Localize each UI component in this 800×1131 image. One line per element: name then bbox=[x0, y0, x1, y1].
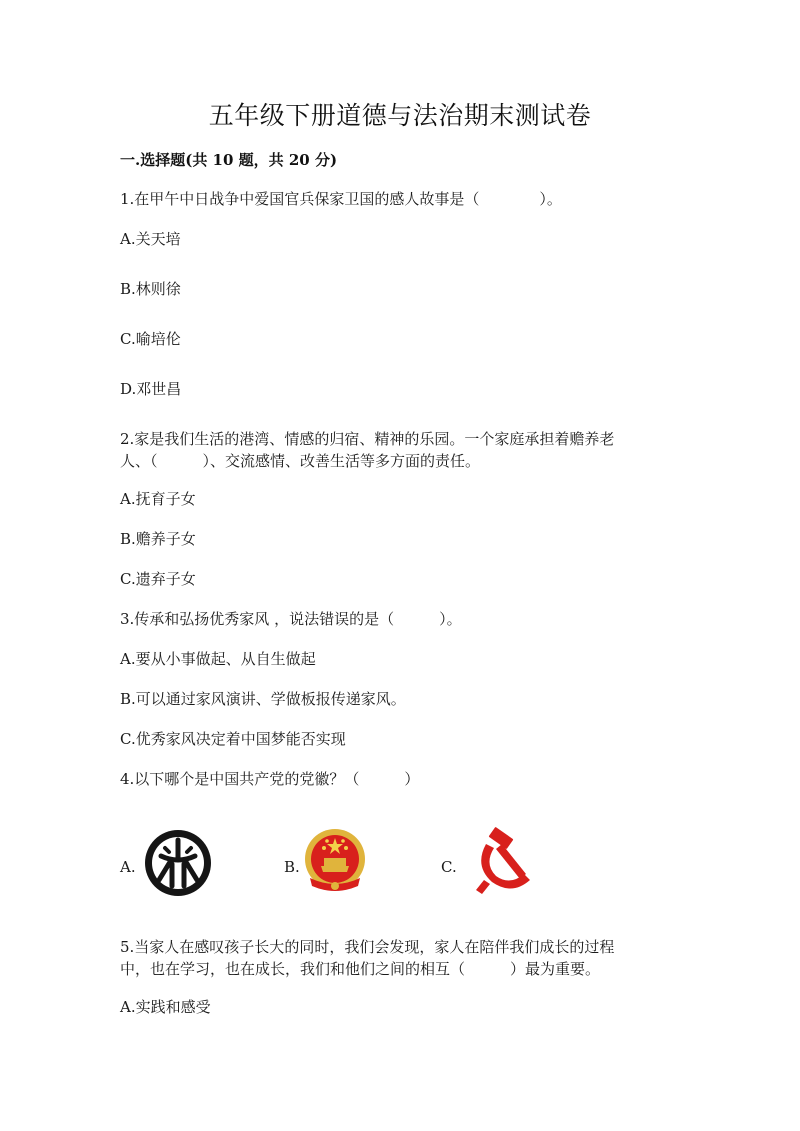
question-4-option-b-label: B. bbox=[284, 858, 300, 876]
peking-university-emblem-icon bbox=[143, 828, 213, 898]
question-2-stem-line-1: 2.家是我们生活的港湾、情感的归宿、精神的乐园。一个家庭承担着赡养老 bbox=[120, 430, 615, 448]
question-5-stem-line-2: 中，也在学习，也在成长，我们和他们之间的相互（ ）最为重要。 bbox=[120, 960, 601, 978]
question-5-option-a: A.实践和感受 bbox=[120, 998, 211, 1016]
national-emblem-icon bbox=[300, 826, 370, 896]
page-title: 五年级下册道德与法治期末测试卷 bbox=[208, 101, 592, 130]
question-3-option-b: B.可以通过家风演讲、学做板报传递家风。 bbox=[120, 690, 406, 708]
question-4-stem: 4.以下哪个是中国共产党的党徽？（ ） bbox=[120, 770, 420, 788]
question-4-option-c-label: C. bbox=[441, 858, 457, 876]
question-1-option-d: D.邓世昌 bbox=[120, 380, 182, 398]
section-heading: 一.选择题(共 10 题，共 20 分) bbox=[120, 151, 338, 169]
question-3-option-a: A.要从小事做起、从自生做起 bbox=[120, 650, 316, 668]
question-3-stem: 3.传承和弘扬优秀家风 ，说法错误的是（ ）。 bbox=[120, 610, 462, 628]
question-5-stem-line-1: 5.当家人在感叹孩子长大的同时，我们会发现，家人在陪伴我们成长的过程 bbox=[120, 938, 615, 956]
question-2-stem-line-2: 人、（ ）、交流感情、改善生活等多方面的责任。 bbox=[120, 452, 481, 470]
question-1-option-a: A.关天培 bbox=[120, 230, 181, 248]
question-2-option-c: C.遗弃子女 bbox=[120, 570, 196, 588]
question-1-option-c: C.喻培伦 bbox=[120, 330, 181, 348]
question-3-option-c: C.优秀家风决定着中国梦能否实现 bbox=[120, 730, 346, 748]
question-1-option-b: B.林则徐 bbox=[120, 280, 181, 298]
question-2-option-b: B.赡养子女 bbox=[120, 530, 196, 548]
party-emblem-icon bbox=[468, 826, 538, 896]
question-4-option-a-label: A. bbox=[120, 858, 136, 876]
question-1-stem: 1.在甲午中日战争中爱国官兵保家卫国的感人故事是（ ）。 bbox=[120, 190, 562, 208]
question-2-option-a: A.抚育子女 bbox=[120, 490, 196, 508]
